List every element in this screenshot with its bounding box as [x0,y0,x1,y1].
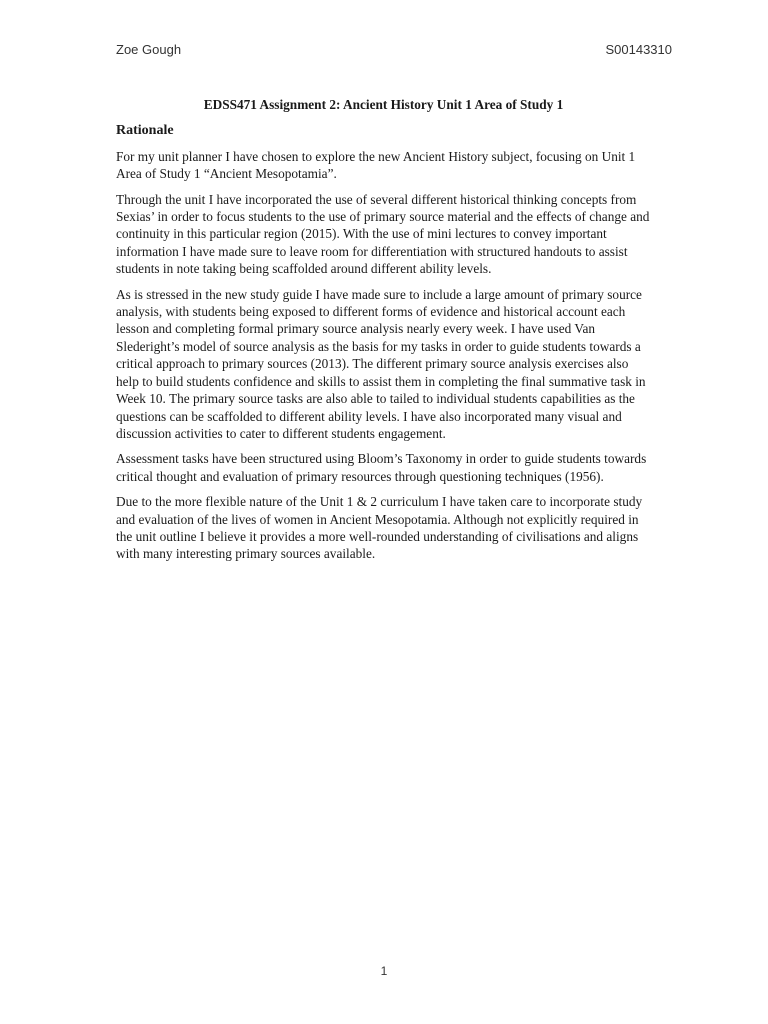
paragraph: Through the unit I have incorporated the use of several different historical thinking concepts from Sexias’ in order to focus students to the use of primary source material and the effects of change and continuity in this particular region (2015). With the use of mini lectures to convey important information I have made sure to leave room for differentiation with structured handouts to assist students in note taking being scaffolded around different ability levels. [116,191,650,277]
paragraph: Assessment tasks have been structured using Bloom’s Taxonomy in order to guide students towards critical thought and evaluation of primary resources through questioning techniques (1956). [116,451,647,484]
document-title: EDSS471 Assignment 2: Ancient History Unit 1 Area of Study 1 [203,97,564,112]
header-author: Zoe Gough [116,42,182,57]
paragraph: For my unit planner I have chosen to explore the new Ancient History subject, focusing on Unit 1 Area of Study 1 “Ancient Mesopotamia”. [116,148,636,182]
paragraph: Due to the more flexible nature of the Unit 1 & 2 curriculum I have taken care to incorporate study and evaluation of the lives of women in Ancient Mesopotamia. Although not explicitly required in the unit outline I believe it provides a more well-rounded understanding of civilisations and aligns with many interesting primary sources available. [116,494,643,562]
header-student-id: S00143310 [605,42,672,57]
paragraph: As is stressed in the new study guide I have made sure to include a large amount of primary source analysis, with students being exposed to different forms of evidence and historical account each lesson and completing formal primary source analysis nearly every week. I have used Van Slederight’s model of source analysis as the basis for my tasks in order to guide students towards a critical approach to primary sources (2013). The different primary source analysis exercises also help to build students confidence and skills to assist them in completing the final summative task in Week 10. The primary source tasks are also able to tailed to individual students capabilities as the questions can be scaffolded to different ability levels. I have also incorporated many visual and discussion activities to cater to different students engagement. [116,286,646,441]
document-body [116,96,651,571]
section-heading-rationale: Rationale [116,123,174,139]
page-number: 1 [380,964,388,978]
page-header [116,42,672,60]
